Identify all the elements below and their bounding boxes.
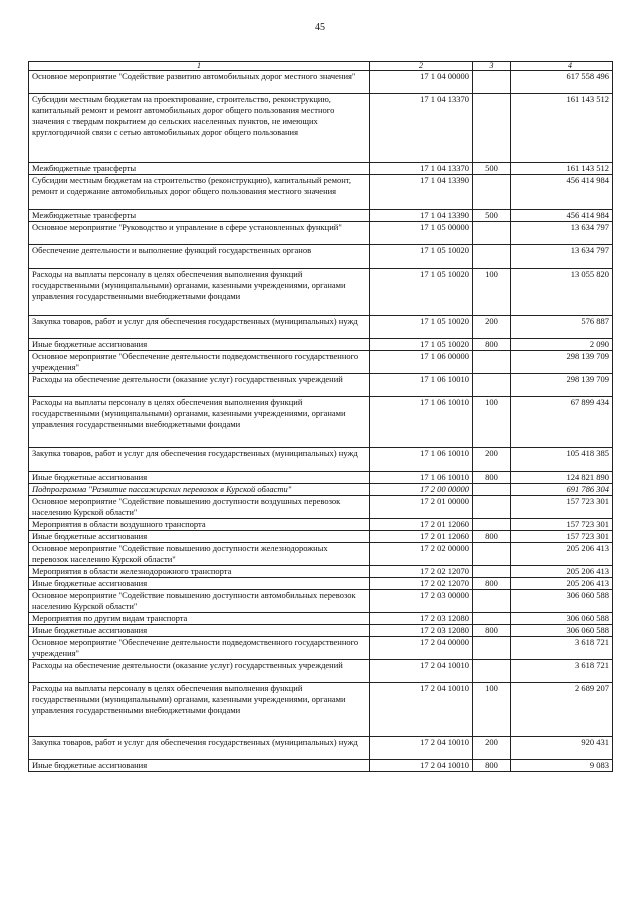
row-code: 17 2 01 12060 — [370, 531, 473, 543]
row-code: 17 1 05 10020 — [370, 316, 473, 339]
row-name: Основное мероприятие "Обеспечение деятельности подведомственного государственного учреждения" — [29, 351, 370, 374]
row-type: 800 — [473, 339, 511, 351]
row-sum: 13 634 797 — [511, 222, 613, 245]
row-type: 800 — [473, 760, 511, 772]
row-sum: 161 143 512 — [511, 94, 613, 163]
row-code: 17 1 06 10010 — [370, 472, 473, 484]
row-name: Обеспечение деятельности и выполнение функций государственных органов — [29, 245, 370, 269]
row-name: Иные бюджетные ассигнования — [29, 760, 370, 772]
row-sum: 13 055 820 — [511, 269, 613, 316]
row-type: 100 — [473, 269, 511, 316]
table-row — [29, 543, 613, 566]
table-row — [29, 519, 613, 531]
row-sum: 205 206 413 — [511, 566, 613, 578]
row-sum: 306 060 588 — [511, 625, 613, 637]
row-sum: 67 899 434 — [511, 397, 613, 448]
row-type: 800 — [473, 472, 511, 484]
page-number: 45 — [315, 22, 325, 33]
table-header-row — [29, 62, 613, 71]
row-name: Закупка товаров, работ и услуг для обеспечения государственных (муниципальных) нужд — [29, 448, 370, 472]
row-type — [473, 660, 511, 683]
row-sum: 105 418 385 — [511, 448, 613, 472]
row-sum: 456 414 984 — [511, 175, 613, 210]
row-name: Мероприятия в области воздушного транспорта — [29, 519, 370, 531]
row-code: 17 2 02 12070 — [370, 566, 473, 578]
row-name: Расходы на выплаты персоналу в целях обеспечения выполнения функций государственными (муниципальными) органами, казенными учреждениями, органами управления государственными внебюджетными фондами — [29, 269, 370, 316]
row-name: Иные бюджетные ассигнования — [29, 531, 370, 543]
row-sum: 124 821 890 — [511, 472, 613, 484]
row-name: Субсидии местным бюджетам на проектирование, строительство, реконструкцию, капитальный ремонт и ремонт автомобильных дорог общего пользования местного значения с твердым покрытием до сельских населенных пунктов, не имеющих круглогодичной связи с сетью автомобильных дорог общего пользования — [29, 94, 370, 163]
row-sum: 298 139 709 — [511, 351, 613, 374]
row-code: 17 2 01 12060 — [370, 519, 473, 531]
table-row — [29, 737, 613, 760]
row-name: Расходы на обеспечение деятельности (оказание услуг) государственных учреждений — [29, 660, 370, 683]
row-code: 17 2 02 12070 — [370, 578, 473, 590]
row-code: 17 1 04 00000 — [370, 71, 473, 94]
table-row — [29, 578, 613, 590]
row-sum: 306 060 588 — [511, 613, 613, 625]
table-row — [29, 760, 613, 772]
row-type — [473, 590, 511, 613]
row-name: Иные бюджетные ассигнования — [29, 339, 370, 351]
row-sum: 920 431 — [511, 737, 613, 760]
row-code: 17 1 05 10020 — [370, 339, 473, 351]
row-sum: 3 618 721 — [511, 637, 613, 660]
row-type — [473, 613, 511, 625]
row-sum: 157 723 301 — [511, 531, 613, 543]
row-type — [473, 637, 511, 660]
table-row — [29, 210, 613, 222]
row-type: 200 — [473, 316, 511, 339]
row-name: Иные бюджетные ассигнования — [29, 578, 370, 590]
row-type — [473, 351, 511, 374]
row-name: Закупка товаров, работ и услуг для обеспечения государственных (муниципальных) нужд — [29, 737, 370, 760]
row-code: 17 1 06 00000 — [370, 351, 473, 374]
row-type: 800 — [473, 578, 511, 590]
budget-table — [28, 61, 613, 772]
row-name: Основное мероприятие "Содействие развитию автомобильных дорог местного значения" — [29, 71, 370, 94]
table-row — [29, 245, 613, 269]
row-code: 17 1 04 13370 — [370, 94, 473, 163]
table-row — [29, 637, 613, 660]
header-col-1: 1 — [29, 62, 370, 71]
row-name: Мероприятия по другим видам транспорта — [29, 613, 370, 625]
table-row — [29, 163, 613, 175]
row-code: 17 2 04 10010 — [370, 737, 473, 760]
table-row — [29, 351, 613, 374]
table-row — [29, 590, 613, 613]
table-row — [29, 374, 613, 397]
row-type: 200 — [473, 737, 511, 760]
row-name: Межбюджетные трансферты — [29, 210, 370, 222]
row-type — [473, 175, 511, 210]
row-type — [473, 496, 511, 519]
row-sum: 157 723 301 — [511, 496, 613, 519]
row-code: 17 2 03 12080 — [370, 625, 473, 637]
row-type — [473, 566, 511, 578]
row-type: 100 — [473, 397, 511, 448]
row-type — [473, 71, 511, 94]
table-row — [29, 496, 613, 519]
row-code: 17 2 01 00000 — [370, 496, 473, 519]
row-code: 17 1 06 10010 — [370, 374, 473, 397]
row-name: Основное мероприятие "Руководство и управление в сфере установленных функций" — [29, 222, 370, 245]
table-row — [29, 660, 613, 683]
row-code: 17 1 04 13390 — [370, 210, 473, 222]
row-sum: 9 083 — [511, 760, 613, 772]
row-name: Межбюджетные трансферты — [29, 163, 370, 175]
row-sum: 161 143 512 — [511, 163, 613, 175]
table-row — [29, 683, 613, 737]
row-code: 17 2 03 00000 — [370, 590, 473, 613]
row-type: 800 — [473, 625, 511, 637]
row-sum: 13 634 797 — [511, 245, 613, 269]
row-code: 17 1 04 13370 — [370, 163, 473, 175]
row-name: Основное мероприятие "Содействие повышению доступности железнодорожных перевозок населению Курской области" — [29, 543, 370, 566]
row-code: 17 1 06 10010 — [370, 448, 473, 472]
row-code: 17 1 05 10020 — [370, 245, 473, 269]
row-sum: 691 786 304 — [511, 484, 613, 496]
row-name: Основное мероприятие "Содействие повышению доступности автомобильных перевозок населению Курской области" — [29, 590, 370, 613]
row-sum: 205 206 413 — [511, 578, 613, 590]
table-row-subprogram — [29, 484, 613, 496]
table-row — [29, 397, 613, 448]
header-col-2: 2 — [370, 62, 473, 71]
row-sum: 3 618 721 — [511, 660, 613, 683]
row-type — [473, 484, 511, 496]
row-sum: 2 689 207 — [511, 683, 613, 737]
table-row — [29, 613, 613, 625]
row-sum: 456 414 984 — [511, 210, 613, 222]
table-row — [29, 531, 613, 543]
table-row — [29, 625, 613, 637]
table-row — [29, 472, 613, 484]
row-type: 500 — [473, 210, 511, 222]
table-row — [29, 175, 613, 210]
row-name: Расходы на выплаты персоналу в целях обеспечения выполнения функций государственными (муниципальными) органами, казенными учреждениями, органами управления государственными внебюджетными фондами — [29, 397, 370, 448]
row-code: 17 2 02 00000 — [370, 543, 473, 566]
table-row — [29, 269, 613, 316]
row-type: 500 — [473, 163, 511, 175]
row-code: 17 2 04 00000 — [370, 637, 473, 660]
row-type — [473, 222, 511, 245]
table-row — [29, 94, 613, 163]
row-name: Основное мероприятие "Содействие повышению доступности воздушных перевозок населению Курской области" — [29, 496, 370, 519]
row-sum: 306 060 588 — [511, 590, 613, 613]
row-type — [473, 94, 511, 163]
row-type — [473, 374, 511, 397]
row-code: 17 1 05 10020 — [370, 269, 473, 316]
table-row — [29, 339, 613, 351]
row-name: Расходы на обеспечение деятельности (оказание услуг) государственных учреждений — [29, 374, 370, 397]
row-code: 17 2 04 10010 — [370, 760, 473, 772]
row-sum: 205 206 413 — [511, 543, 613, 566]
row-name: Закупка товаров, работ и услуг для обеспечения государственных (муниципальных) нужд — [29, 316, 370, 339]
row-code: 17 1 04 13390 — [370, 175, 473, 210]
row-type: 100 — [473, 683, 511, 737]
row-name: Субсидии местным бюджетам на строительство (реконструкцию), капитальный ремонт, ремонт и содержание автомобильных дорог общего пользования местного значения — [29, 175, 370, 210]
row-name: Основное мероприятие "Обеспечение деятельности подведомственного государственного учреждения" — [29, 637, 370, 660]
row-sum: 157 723 301 — [511, 519, 613, 531]
row-name: Иные бюджетные ассигнования — [29, 472, 370, 484]
row-code: 17 2 00 00000 — [370, 484, 473, 496]
table-row — [29, 71, 613, 94]
row-sum: 2 090 — [511, 339, 613, 351]
row-name: Расходы на выплаты персоналу в целях обеспечения выполнения функций государственными (муниципальными) органами, казенными учреждениями, органами управления государственными внебюджетными фондами — [29, 683, 370, 737]
row-code: 17 1 05 00000 — [370, 222, 473, 245]
row-sum: 298 139 709 — [511, 374, 613, 397]
row-type — [473, 519, 511, 531]
row-code: 17 1 06 10010 — [370, 397, 473, 448]
row-sum: 617 558 496 — [511, 71, 613, 94]
row-type: 800 — [473, 531, 511, 543]
row-type: 200 — [473, 448, 511, 472]
row-name: Иные бюджетные ассигнования — [29, 625, 370, 637]
table-row — [29, 222, 613, 245]
row-name: Мероприятия в области железнодорожного транспорта — [29, 566, 370, 578]
header-col-3: 3 — [473, 62, 511, 71]
row-type — [473, 245, 511, 269]
row-code: 17 2 03 12080 — [370, 613, 473, 625]
row-code: 17 2 04 10010 — [370, 683, 473, 737]
table-row — [29, 316, 613, 339]
header-col-4: 4 — [511, 62, 613, 71]
table-row — [29, 448, 613, 472]
table-row — [29, 566, 613, 578]
row-code: 17 2 04 10010 — [370, 660, 473, 683]
row-sum: 576 887 — [511, 316, 613, 339]
row-name: Подпрограмма "Развитие пассажирских перевозок в Курской области" — [29, 484, 370, 496]
row-type — [473, 543, 511, 566]
